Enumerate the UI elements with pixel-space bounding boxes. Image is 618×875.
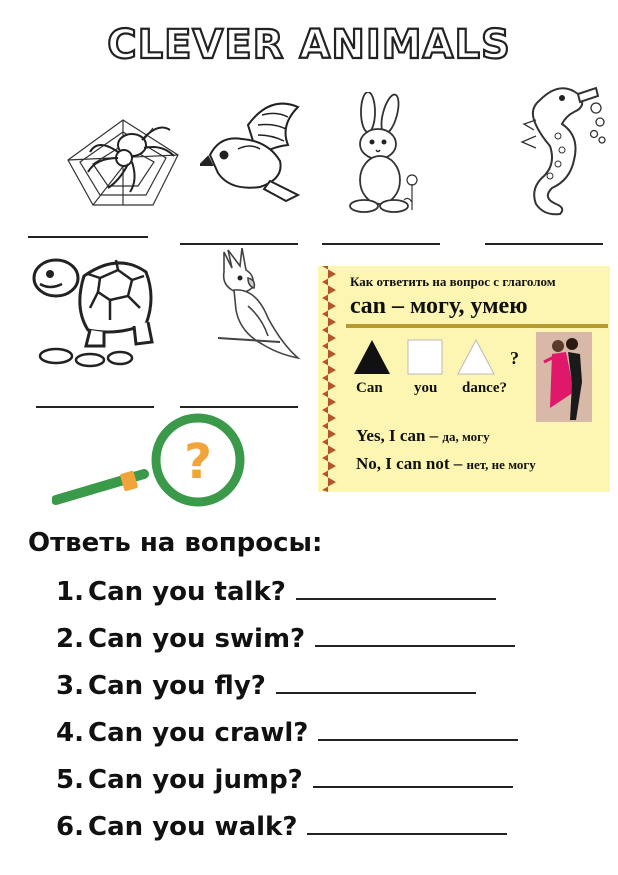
spider-icon bbox=[58, 100, 188, 210]
bird-icon bbox=[200, 95, 310, 205]
question-item: 1. Can you talk? bbox=[56, 574, 518, 621]
question-item: 6. Can you walk? bbox=[56, 809, 518, 856]
answer-field[interactable] bbox=[276, 668, 476, 694]
section-heading: Ответь на вопросы: bbox=[28, 528, 323, 558]
question-text: Can you swim? bbox=[88, 624, 306, 654]
question-item: 4. Can you crawl? bbox=[56, 715, 518, 762]
answer-field[interactable] bbox=[318, 715, 518, 741]
magnifier-question-mark: ? bbox=[184, 434, 212, 490]
card-no-line bbox=[356, 454, 536, 474]
answer-line-spider[interactable] bbox=[28, 236, 148, 238]
parrot-icon bbox=[198, 248, 303, 368]
answer-line-bird[interactable] bbox=[180, 243, 298, 245]
question-text: Can you talk? bbox=[88, 577, 286, 607]
card-title-line: Как ответить на вопрос с глаголом bbox=[350, 274, 556, 289]
question-list bbox=[56, 574, 518, 856]
card-divider bbox=[346, 324, 608, 328]
turtle-icon bbox=[28, 248, 158, 373]
answer-line-turtle[interactable] bbox=[36, 406, 154, 408]
card-yes-line bbox=[356, 426, 490, 446]
card-main-line: can – могу, умею bbox=[350, 293, 528, 319]
card-word-can: Can bbox=[356, 380, 383, 396]
rabbit-icon bbox=[338, 92, 438, 217]
question-item: 5. Can you jump? bbox=[56, 762, 518, 809]
worksheet-title: CLEVER ANIMALS bbox=[107, 22, 511, 68]
question-item: 2. Can you swim? bbox=[56, 621, 518, 668]
grammar-card bbox=[318, 266, 610, 492]
seahorse-icon bbox=[500, 80, 610, 220]
question-text: Can you crawl? bbox=[88, 718, 309, 748]
answer-field[interactable] bbox=[296, 574, 496, 600]
answer-field[interactable] bbox=[315, 621, 515, 647]
card-spine bbox=[318, 266, 340, 492]
dancers-photo bbox=[536, 332, 592, 422]
yes-russian: да, могу bbox=[442, 429, 490, 444]
card-word-you: you bbox=[414, 380, 438, 396]
answer-line-seahorse[interactable] bbox=[485, 243, 603, 245]
answer-field[interactable] bbox=[313, 762, 513, 788]
question-text: Can you jump? bbox=[88, 765, 303, 795]
card-word-dance: dance? bbox=[462, 380, 507, 396]
answer-line-rabbit[interactable] bbox=[322, 243, 440, 245]
answer-line-parrot[interactable] bbox=[180, 406, 298, 408]
magnifying-glass-icon bbox=[52, 412, 252, 512]
card-question-mark: ? bbox=[510, 348, 519, 368]
question-item: 3. Can you fly? bbox=[56, 668, 518, 715]
triangle-outline-icon bbox=[458, 340, 494, 374]
triangle-filled-icon bbox=[354, 340, 390, 374]
yes-english: Yes, I can – bbox=[356, 426, 439, 445]
question-text: Can you fly? bbox=[88, 671, 266, 701]
square-icon bbox=[408, 340, 442, 374]
grammar-shapes bbox=[352, 336, 512, 376]
no-english: No, I can not – bbox=[356, 454, 463, 473]
question-text: Can you walk? bbox=[88, 812, 298, 842]
no-russian: нет, не могу bbox=[466, 457, 536, 472]
answer-field[interactable] bbox=[307, 809, 507, 835]
